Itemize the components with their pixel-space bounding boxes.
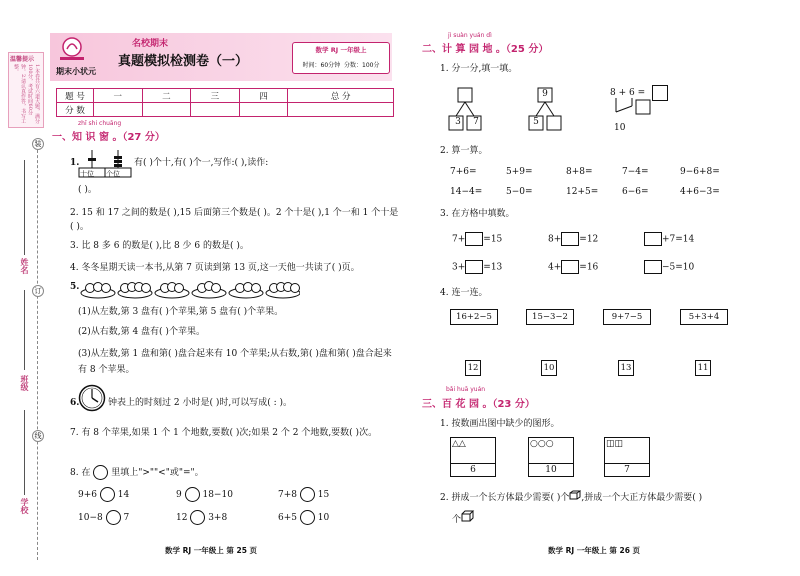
compare-right: 10: [317, 513, 330, 523]
fill-left: 7+: [452, 234, 466, 245]
shape-count: 10: [529, 463, 573, 476]
calc-item: 4+6−3=: [680, 187, 720, 197]
calc-item: 7+6=: [450, 167, 477, 177]
fill-item: [452, 260, 502, 274]
score-cell: 三: [191, 89, 240, 103]
shape-symbols: △△: [452, 439, 466, 449]
fill-left: 4+: [548, 262, 562, 273]
equation-sub-value: 10: [614, 123, 626, 133]
compare-circle[interactable]: [106, 510, 121, 525]
name-line: [24, 160, 25, 255]
fill-right: −5=10: [662, 262, 695, 273]
clock-icon: [78, 384, 106, 412]
compare-left: 9+6: [78, 490, 97, 500]
r6-row: [440, 490, 702, 504]
shape-box[interactable]: [604, 437, 650, 477]
label-school: 学校: [20, 498, 29, 514]
q5b-text: (2)从右数,第 4 盘有( )个苹果。: [78, 327, 205, 337]
compare-right: 18−10: [202, 490, 233, 500]
tree1-right: 7: [473, 117, 479, 127]
shape-box[interactable]: [528, 437, 574, 477]
calc-item: 7−4=: [622, 167, 649, 177]
calc-item: 5−0=: [506, 187, 533, 197]
fill-right: =16: [579, 262, 599, 273]
label-class: 班级: [20, 375, 29, 391]
fill-box[interactable]: [465, 232, 483, 246]
answer-box[interactable]: [652, 85, 668, 101]
cube-icon: [569, 490, 581, 500]
r6-row-2: [452, 510, 475, 526]
class-line: [24, 290, 25, 370]
q8-text: 里填上">""<"或"="。: [111, 468, 204, 478]
split-bracket: [612, 98, 652, 124]
link-expression[interactable]: 9+7−5: [603, 309, 651, 325]
tree1-left: 3: [455, 117, 461, 127]
page-footer-right: 数学 RJ 一年级上 第 26 页: [548, 546, 641, 555]
score-cell: 二: [142, 89, 191, 103]
equation-text: 8 + 6 =: [610, 88, 646, 98]
compare-right: 14: [117, 490, 130, 500]
q1-text: 有( )个十,有( )个一,写作:( ),读作:: [134, 158, 269, 168]
link-answer[interactable]: 11: [695, 360, 711, 376]
calc-item: 8+8=: [566, 167, 593, 177]
shape-count: 7: [605, 463, 649, 476]
section2-title: 二、计 算 园 地 。（25 分）: [422, 44, 549, 55]
apple-plates-image: [80, 278, 300, 300]
exam-time: 时间：60分钟: [302, 62, 341, 69]
exam-subject: 数学 RJ 一年级上: [315, 46, 367, 54]
section1-pinyin: zhī shi chuāng: [78, 120, 122, 127]
compare-circle-sample: [93, 465, 108, 480]
compare-left: 9: [176, 490, 182, 500]
section3-title: 三、百 花 园 。（23 分）: [422, 399, 535, 410]
compare-item: [176, 487, 233, 502]
score-input-cell[interactable]: [142, 103, 191, 117]
q8-row: [70, 465, 204, 480]
r6-text-2: ,拼成一个大正方体最少需要( ): [581, 493, 703, 503]
compare-item: [78, 487, 129, 502]
header-subtitle: 期末小状元: [56, 67, 96, 76]
q7-text: 7. 有 8 个苹果,如果 1 个 1 个地数,要数( )次;如果 2 个 2 个地数,要数( )次。: [70, 428, 378, 438]
shape-symbols: ◫◫: [606, 439, 624, 449]
compare-item: [78, 510, 129, 525]
calc-item: 12+5=: [566, 187, 599, 197]
score-cell: 总 分: [288, 89, 394, 103]
q4-text: 4. 冬冬星期天读一本书,从第 7 页读到第 13 页,这一天他一共读了( )页。: [70, 263, 360, 273]
q1-text-2: ( )。: [78, 185, 97, 195]
calc-item: 6−6=: [622, 187, 649, 197]
shape-box[interactable]: [450, 437, 496, 477]
fill-right: +7=14: [662, 234, 695, 245]
calc-item: 5+9=: [506, 167, 533, 177]
exam-info-box: [292, 42, 390, 74]
compare-item: [176, 510, 227, 525]
fill-item: [644, 260, 694, 274]
fill-box[interactable]: [561, 260, 579, 274]
compare-circle[interactable]: [190, 510, 205, 525]
page-footer-left: 数学 RJ 一年级上 第 25 页: [165, 546, 258, 555]
q2-text: 2. 15 和 17 之间的数是( ),15 后面第三个数是( )。2 个十是( ),1 个一和 1 个十是( )。: [70, 208, 399, 232]
fill-item: [452, 232, 502, 246]
fill-item: [548, 232, 598, 246]
r6-text-3: 个: [452, 515, 462, 525]
fill-box[interactable]: [561, 232, 579, 246]
r3-text: 3. 在方格中填数。: [440, 209, 515, 219]
compare-left: 6+5: [278, 513, 297, 523]
fill-item: [548, 260, 598, 274]
r2-text: 2. 算一算。: [440, 146, 488, 156]
score-cell: 四: [239, 89, 288, 103]
score-input-cell[interactable]: [191, 103, 240, 117]
compare-left: 12: [176, 513, 188, 523]
score-table-score-row: [57, 103, 394, 117]
fill-left: 3+: [452, 262, 466, 273]
link-expression[interactable]: 15−3−2: [526, 309, 574, 325]
compare-circle[interactable]: [300, 510, 315, 525]
link-expression[interactable]: 5+3+4: [680, 309, 728, 325]
abacus-label-ones: 个位: [106, 170, 120, 178]
q1-number: 1.: [70, 158, 80, 168]
exam-time-score: [293, 60, 389, 69]
r6-text: 2. 拼成一个长方体最少需要( )个: [440, 493, 570, 503]
score-cell: 分 数: [57, 103, 94, 117]
r5-text: 1. 按数画出图中缺少的图形。: [440, 419, 560, 429]
fill-box[interactable]: [644, 232, 662, 246]
compare-right: 3+8: [208, 513, 228, 523]
score-table-header-row: [57, 89, 394, 103]
fill-left: 8+: [548, 234, 562, 245]
calc-item: 9−6+8=: [680, 167, 720, 177]
bind-mark-xian: 线: [32, 430, 44, 442]
publisher-logo: [52, 35, 92, 63]
fill-box[interactable]: [644, 260, 662, 274]
section3-pinyin: bǎi huā yuán: [446, 386, 486, 393]
binding-line: [37, 140, 38, 560]
q8-number: 8. 在: [70, 468, 91, 478]
link-answer[interactable]: 12: [465, 360, 481, 376]
section1-title: 一、知 识 窗 。（27 分）: [52, 132, 165, 143]
link-answer[interactable]: 13: [618, 360, 634, 376]
q5a-text: (1)从左数,第 3 盘有( )个苹果,第 5 盘有( )个苹果。: [78, 307, 284, 317]
compare-item: [278, 510, 329, 525]
r1-text: 1. 分一分,填一填。: [440, 64, 518, 74]
fill-right: =15: [483, 234, 503, 245]
abacus-label-tens: 十位: [80, 170, 94, 178]
calc-item: 14−4=: [450, 187, 483, 197]
q3-text: 3. 比 8 多 6 的数是( ),比 8 少 6 的数是( )。: [70, 241, 249, 251]
exam-score: 分数：100分: [344, 62, 380, 69]
notice-title: 温馨提示: [10, 56, 35, 63]
fill-right: =12: [579, 234, 599, 245]
tree2-left: 5: [533, 117, 539, 127]
compare-left: 7+8: [278, 490, 297, 500]
fill-box[interactable]: [465, 260, 483, 274]
score-cell: 题 号: [57, 89, 94, 103]
notice-text: 1.本卷共有六道大题，满分100分，考试时间60分钟。2.请认真作答，书写工整。: [13, 64, 40, 124]
link-expression[interactable]: 16+2−5: [450, 309, 498, 325]
compare-right: 15: [317, 490, 330, 500]
cube-icon: [461, 510, 475, 522]
score-table: [56, 88, 394, 117]
q5-number: 5.: [70, 282, 80, 292]
fill-item: [644, 232, 694, 246]
score-cell: 一: [94, 89, 143, 103]
q6-text: 钟表上的时刻过 2 小时是( )时,可以写成( : )。: [108, 398, 292, 408]
label-name: 姓名: [20, 258, 29, 274]
bind-mark-zhuang: 装: [32, 138, 44, 150]
compare-item: [278, 487, 329, 502]
shape-count: 6: [451, 463, 495, 476]
link-answer[interactable]: 10: [541, 360, 557, 376]
section2-pinyin: jì suàn yuán dì: [448, 32, 492, 39]
score-input-cell[interactable]: [288, 103, 394, 117]
shape-symbols: ○○○: [530, 439, 554, 449]
compare-right: 7: [123, 513, 130, 523]
tree2-top: 9: [542, 89, 548, 99]
bind-mark-ding: 订: [32, 285, 44, 297]
header-tag: 名校期末: [132, 39, 169, 49]
compare-circle[interactable]: [300, 487, 315, 502]
fill-right: =13: [483, 262, 503, 273]
score-input-cell[interactable]: [94, 103, 143, 117]
page-title: 真题模拟检测卷（一）: [118, 54, 249, 69]
school-line: [24, 410, 25, 495]
compare-circle[interactable]: [185, 487, 200, 502]
q6-number: 6.: [70, 398, 80, 408]
r4-text: 4. 连一连。: [440, 288, 488, 298]
compare-circle[interactable]: [100, 487, 115, 502]
compare-left: 10−8: [78, 513, 103, 523]
q5c-text: (3)从左数,第 1 盘和第( )盘合起来有 10 个苹果;从右数,第( )盘和第( )盘合起来有 8 个苹果。: [78, 349, 392, 375]
score-input-cell[interactable]: [239, 103, 288, 117]
